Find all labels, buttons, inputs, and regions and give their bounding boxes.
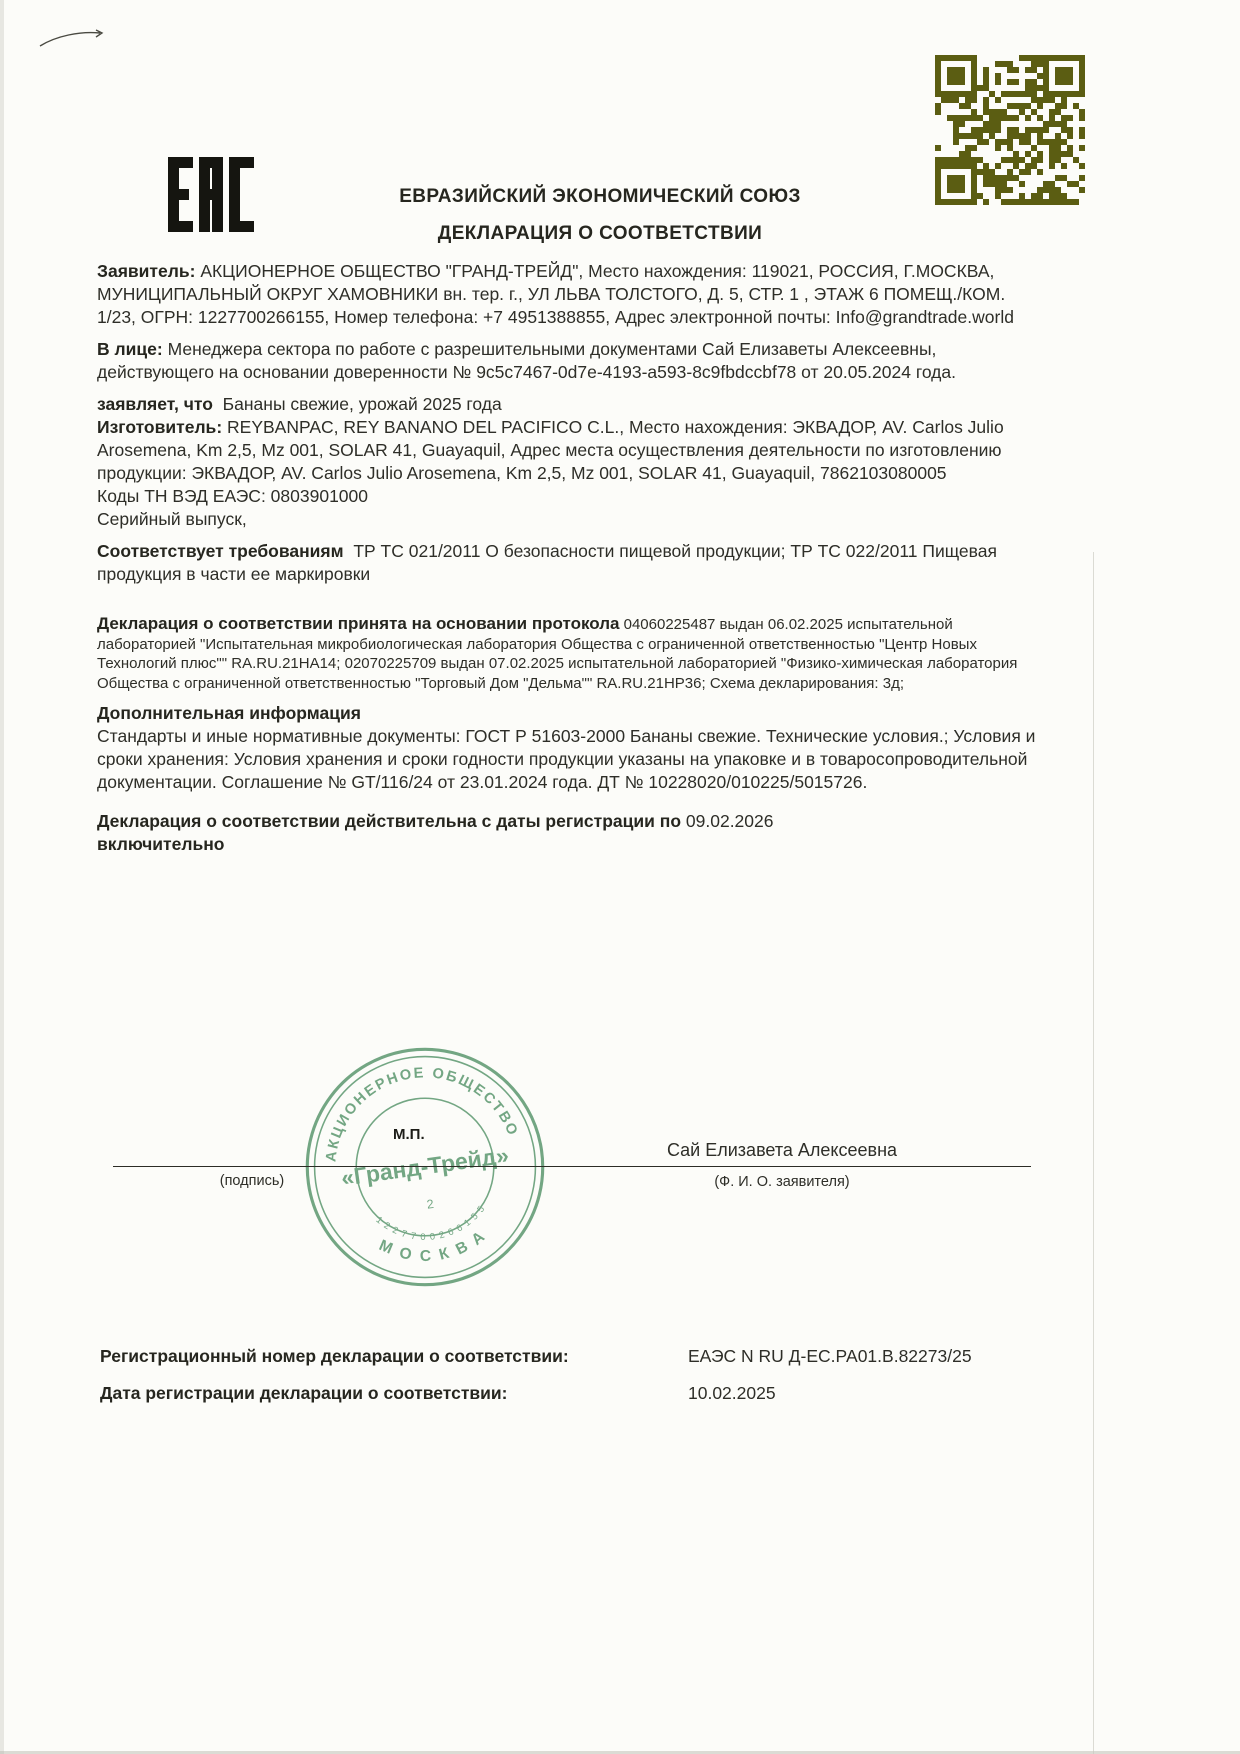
- validity-label: Декларация о соответствии действительна с даты регистрации по: [97, 811, 682, 831]
- protocol-paragraph: [97, 614, 1045, 693]
- additional-info-text: Стандарты и иные нормативные документы: ГОСТ Р 51603-2000 Бананы свежие. Технические условия.; Условия и сроки хранения: Условия хранения и сроки годности продукции указаны на упаковке и в товаросопроводительной документации. Соглашение № GT/116/24 от 23.01.2024 года. ДТ № 10228020/010225/5015726.: [97, 726, 1036, 792]
- protocol-text: 04060225487 выдан 06.02.2025 испытательной лабораторией "Испытательная микробиологическая лаборатория Общества с ограниченной ответственностью "Центр Новых Технологий плюс"" RA.RU.21НА14; 02070225709 выдан 07.02.2025 испытательной лабораторией "Физико-химическая лаборатория Общества с ограниченной ответственностью "Торговый Дом "Дельма"" RA.RU.21НР36; Схема декларирования: 3д;: [97, 616, 1018, 692]
- protocol-label: Декларация о соответствии принята на основании протокола: [97, 614, 620, 633]
- declares-text: Бананы свежие, урожай 2025 года: [222, 394, 502, 414]
- stamp-bottom-arc-text: МОСКВА: [376, 1222, 496, 1266]
- applicant-paragraph: [97, 260, 1045, 329]
- stamp-number: 2: [425, 1196, 435, 1212]
- person-paragraph: [97, 338, 1045, 384]
- stamp-center-text: «Гранд-Трейд»: [339, 1141, 511, 1191]
- stamp-place-label: М.П.: [393, 1126, 425, 1143]
- registration-date-value: 10.02.2025: [688, 1383, 776, 1403]
- declares-line: [97, 393, 1045, 416]
- validity-suffix: включительно: [97, 834, 225, 854]
- validity-line: [97, 810, 1045, 833]
- conformity-text: ТР ТС 021/2011 О безопасности пищевой продукции; ТР ТС 022/2011 Пищевая продукция в части ее маркировки: [97, 541, 997, 584]
- document-body: [97, 260, 1045, 865]
- signature-section: [97, 1040, 1045, 1310]
- stamp-top-arc-text: АКЦИОНЕРНОЕ ОБЩЕСТВО: [323, 1065, 521, 1163]
- signature-line: [113, 1166, 1031, 1167]
- registration-number-value: ЕАЭС N RU Д-ЕС.РА01.В.82273/25: [688, 1346, 972, 1366]
- registration-date-label: Дата регистрации декларации о соответствии:: [100, 1383, 508, 1403]
- declares-label: заявляет, что: [97, 394, 213, 414]
- serial-line: Серийный выпуск,: [97, 509, 247, 529]
- conformity-paragraph: [97, 540, 1045, 586]
- document-title: ДЕКЛАРАЦИЯ О СООТВЕТСТВИИ: [437, 223, 763, 244]
- person-label: В лице:: [97, 339, 163, 359]
- applicant-name: Сай Елизавета Алексеевна: [666, 1140, 898, 1160]
- validity-block: [97, 810, 1045, 856]
- applicant-text: АКЦИОНЕРНОЕ ОБЩЕСТВО "ГРАНД-ТРЕЙД", Место нахождения: 119021, РОССИЯ, Г.МОСКВА, МУНИЦИПАЛЬНЫЙ ОКРУГ ХАМОВНИКИ вн. тер. г., УЛ ЛЬВА ТОЛСТОГО, Д. 5, СТР. 1 , ЭТАЖ 6 ПОМЕЩ./КОМ. 1/23, ОГРН: 1227700266155, Номер телефона: +7 4951388855, Адрес электронной почты: Info@grandtrade.world: [97, 261, 1014, 327]
- signature-caption: (подпись): [219, 1173, 285, 1189]
- additional-info-label: Дополнительная информация: [97, 703, 361, 723]
- manufacturer-line: [97, 416, 1045, 485]
- company-stamp: [284, 1026, 566, 1308]
- person-text: Менеджера сектора по работе с разрешительными документами Сай Елизаветы Алексеевны, действующего на основании доверенности № 9c5c7467-0d7e-4193-a593-8c9fbdccbf78 от 20.05.2024 года.: [97, 339, 956, 382]
- tnved-line: Коды ТН ВЭД ЕАЭС: 0803901000: [97, 486, 368, 506]
- registration-footer: [100, 1346, 1160, 1404]
- applicant-name-caption: (Ф. И. О. заявителя): [714, 1174, 850, 1190]
- union-title: ЕВРАЗИЙСКИЙ ЭКОНОМИЧЕСКИЙ СОЮЗ: [399, 186, 801, 207]
- document-header: [0, 186, 1200, 245]
- scan-pen-mark: [38, 26, 110, 52]
- manufacturer-text: REYBANPAC, REY BANANO DEL PACIFICO C.L., Место нахождения: ЭКВАДОР, AV. Carlos Julio Arosemena, Km 2,5, Mz 001, SOLAR 41, Guayaquil, Адрес места осуществления деятельности по изготовлению продукции: ЭКВАДОР, AV. Carlos Julio Arosemena, Km 2,5, Mz 001, SOLAR 41, Guayaquil, 7862103080005: [97, 417, 1004, 483]
- validity-date: 09.02.2026: [685, 811, 774, 831]
- product-block: [97, 393, 1045, 531]
- conformity-label: Соответствует требованиям: [97, 541, 344, 561]
- registration-number-row: [100, 1346, 1160, 1367]
- qr-code: [935, 55, 1085, 205]
- scan-fold-line: [1093, 552, 1094, 1754]
- manufacturer-label: Изготовитель:: [97, 417, 223, 437]
- registration-number-label: Регистрационный номер декларации о соответствии:: [100, 1346, 569, 1366]
- registration-date-row: [100, 1383, 1160, 1404]
- stamp-ogrn-arc-text: 1227700266155: [374, 1200, 490, 1242]
- scan-edge-left: [0, 0, 4, 1754]
- applicant-label: Заявитель:: [97, 261, 196, 281]
- additional-info-block: [97, 702, 1045, 794]
